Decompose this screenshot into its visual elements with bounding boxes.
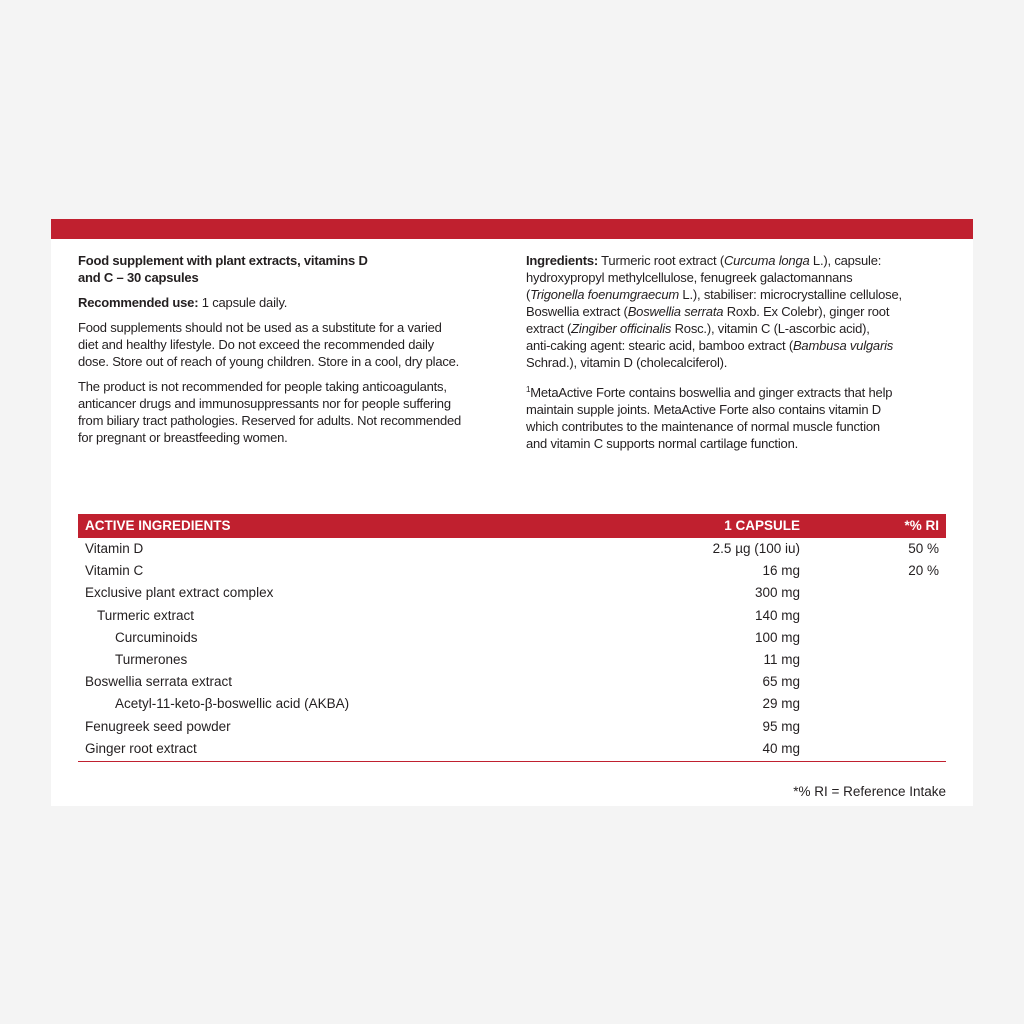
table-row: Fenugreek seed powder 95 mg	[85, 718, 800, 734]
ingredients-text: Ingredients: Turmeric root extract (Curcuma longa L.), capsule: hydroxypropyl methylcellulose, fenugreek galactomannans (Trigonella foenumgraecum L.), stabiliser: microcrystalline cellulose, Boswellia extract (Boswellia serrata Roxb. Ex Colebr), ginger root extract (Zingiber officinalis Rosc.), vitamin C (L-ascorbic acid), anti-caking agent: stearic acid, bamboo extract (Bambusa vulgaris Schrad.), vitamin D (cholecalciferol).	[526, 253, 902, 370]
header-capsule: 1 CAPSULE	[724, 518, 800, 533]
table-row: Exclusive plant extract complex 300 mg	[85, 585, 800, 601]
table-header	[78, 514, 946, 538]
table-row: Turmerones 11 mg	[115, 651, 800, 667]
table-row: Curcuminoids 100 mg	[115, 629, 800, 645]
table-row: Acetyl-11-keto-β-boswellic acid (AKBA) 29 mg	[115, 696, 800, 712]
warning-text: Food supplements should not be used as a substitute for a varied diet and healthy lifestyle. Do not exceed the recommended daily dose. Store out of reach of young children. Store in a cool, dry place.	[78, 320, 460, 369]
caution-text: The product is not recommended for people taking anticoagulants, anticancer drugs and immunosuppressants nor for people suffering from biliary tract pathologies. Reserved for adults. Not recommended for pregnant or breastfeeding women.	[78, 379, 462, 445]
health-claim-text: $^1$MetaActive Forte contains boswellia and ginger extracts that help maintain supple joints. MetaActive Forte also contains vitamin D which contributes to the maintenance of normal muscle function and vitamin C supports normal cartilage function.	[526, 385, 893, 451]
table-row: Turmeric extract 140 mg	[97, 607, 800, 623]
top-red-band	[51, 219, 973, 239]
recommended-use: Recommended use: 1 capsule daily.	[78, 295, 288, 310]
table-row: Vitamin D 2.5 µg (100 iu) 50 %	[85, 541, 939, 556]
table-row: Boswellia serrata extract 65 mg	[85, 674, 800, 690]
table-row: Vitamin C 16 mg 20 %	[85, 563, 939, 579]
product-title: Food supplement with plant extracts, vitamins D and C – 30 capsules	[78, 253, 368, 285]
header-ri: *% RI	[904, 518, 939, 533]
active-ingredients-table	[78, 514, 946, 799]
header-active-ingredients: ACTIVE INGREDIENTS	[85, 518, 231, 533]
label-card	[51, 219, 973, 806]
table-bottom-rule	[78, 761, 946, 762]
right-column	[526, 252, 946, 460]
table-row: Ginger root extract 40 mg	[85, 740, 800, 756]
left-column	[78, 252, 498, 454]
ri-footnote: *% RI = Reference Intake	[793, 784, 946, 799]
